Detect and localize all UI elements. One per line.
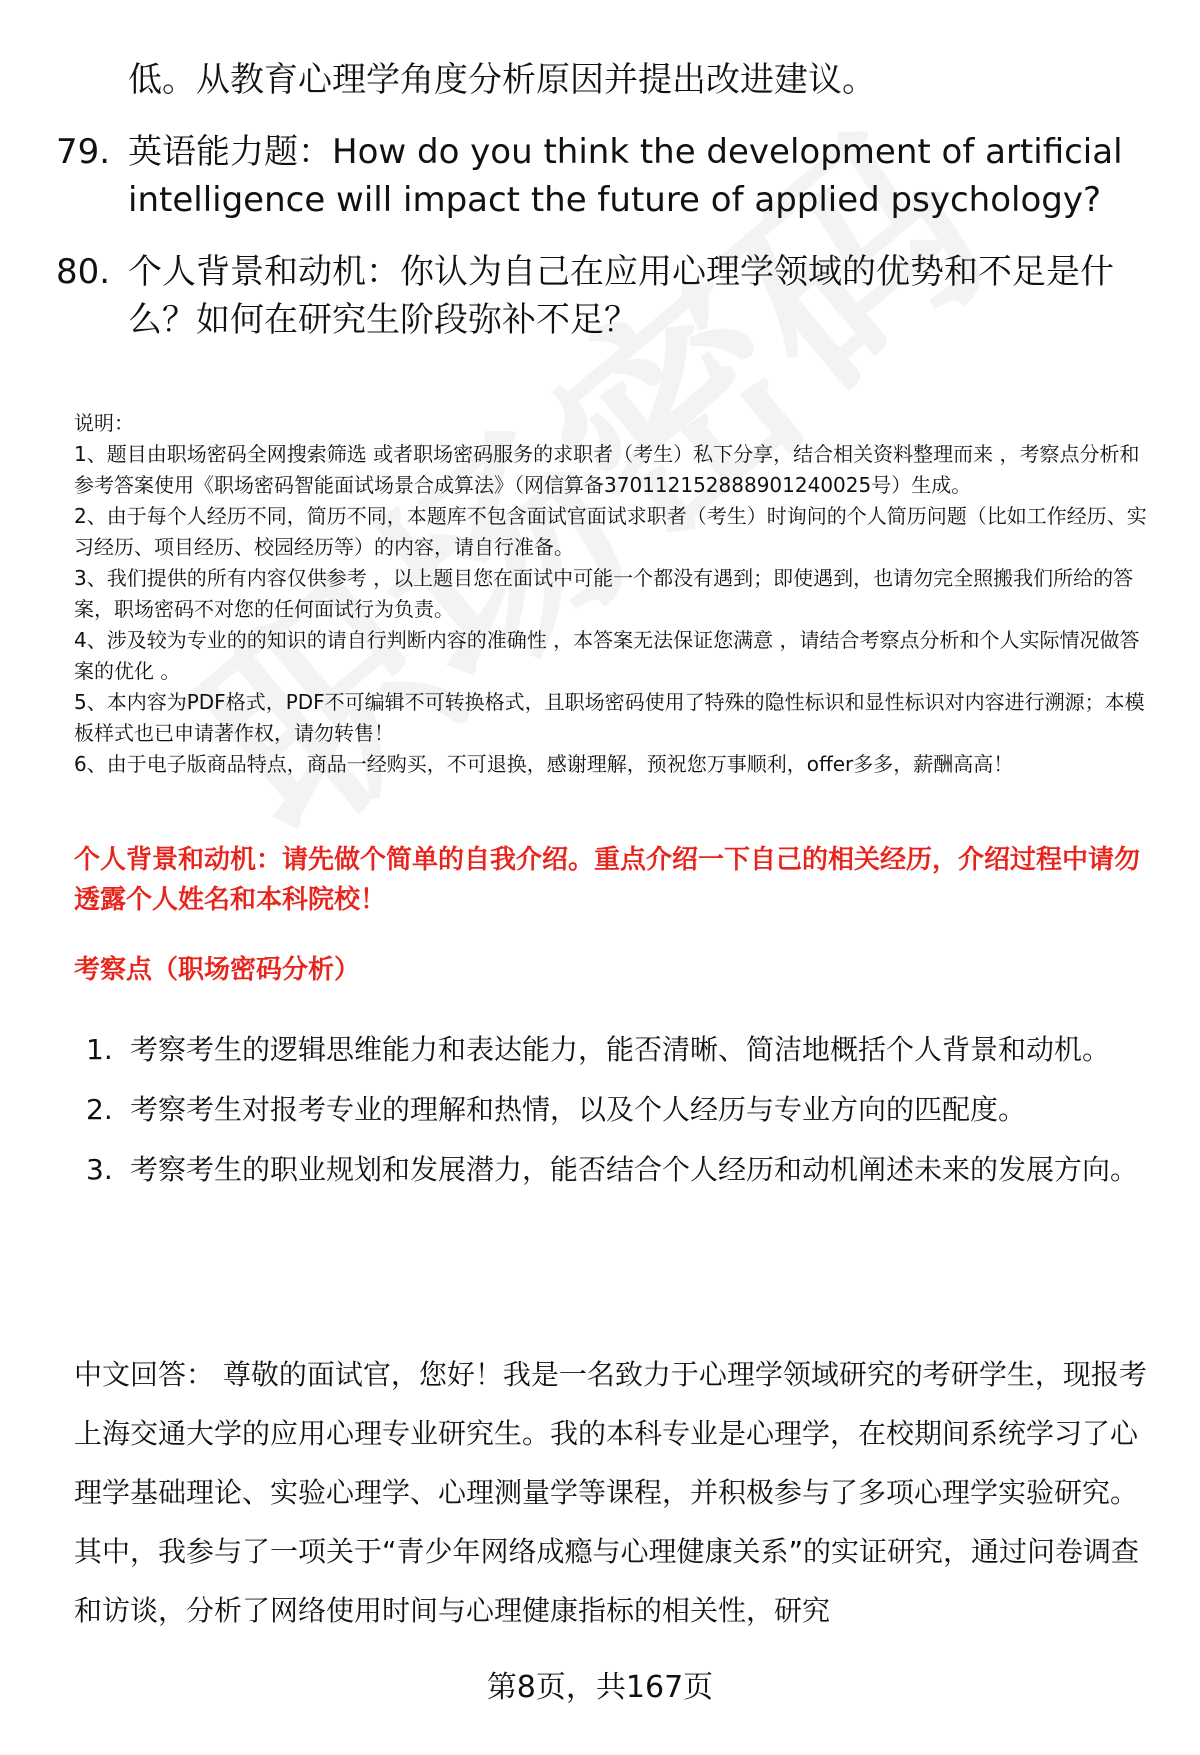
point-number: 2. [86,1093,113,1126]
notes-heading: 说明： [74,411,134,435]
point-number: 3. [86,1153,113,1186]
question-number: 79. [56,132,111,172]
note-item: 3、我们提供的所有内容仅供参考 ，以上题目您在面试中可能一个都没有遇到；即使遇到，也请勿完全照搬我们所给的答案，职场密码不对您的任何面试行为负责。 [74,566,1134,621]
note-item: 5、本内容为PDF格式，PDF不可编辑不可转换格式，且职场密码使用了特殊的隐性标识和显性标识对内容进行溯源；本模板样式也已申请著作权，请勿转售！ [74,690,1145,745]
note-item: 2、由于每个人经历不同，简历不同，本题库不包含面试官面试求职者（考生）时询问的个人简历问题（比如工作经历、实习经历、项目经历、校园经历等）的内容，请自行准备。 [74,504,1147,559]
analysis-point [86,1140,1156,1200]
notes-section [74,408,1154,780]
analysis-heading: 考察点（职场密码分析） [74,955,361,985]
analysis-point [86,1020,1156,1080]
question-text: 英语能力题：How do you think the development of artificial intelligence will impact the future of applied psychology? [128,132,1123,220]
answer-paragraph: 中文回答： 尊敬的面试官，您好！我是一名致力于心理学领域研究的考研学生，现报考上海交通大学的应用心理专业研究生。我的本科专业是心理学，在校期间系统学习了心理学基础理论、实验心理学、心理测量学等课程，并积极参与了多项心理学实验研究。其中，我参与了一项关于“青少年网络成瘾与心理健康关系”的实证研究，通过问卷调查和访谈，分析了网络使用时间与心理健康指标的相关性，研究 [74,1358,1147,1627]
interview-question-title: 个人背景和动机：请先做个简单的自我介绍。重点介绍一下自己的相关经历，介绍过程中请勿透露个人姓名和本科院校！ [74,845,1141,915]
point-text: 考察考生的逻辑思维能力和表达能力，能否清晰、简洁地概括个人背景和动机。 [130,1033,1111,1066]
analysis-points [86,1020,1156,1200]
note-item: 6、由于电子版商品特点，商品一经购买，不可退换，感谢理解，预祝您万事顺利，offer多多，薪酬高高！ [74,752,1014,776]
question-text: 个人背景和动机：你认为自己在应用心理学领域的优势和不足是什么？如何在研究生阶段弥补不足？ [128,252,1114,340]
note-item: 1、题目由职场密码全网搜索筛选 或者职场密码服务的求职者（考生）私下分享，结合相关资料整理而来 ，考察点分析和参考答案使用《职场密码智能面试场景合成算法》（网信算备370112152888901240025号）生成。 [74,442,1140,497]
point-text: 考察考生对报考专业的理解和热情，以及个人经历与专业方向的匹配度。 [130,1093,1027,1126]
note-item: 4、涉及较为专业的的知识的请自行判断内容的准确性 ，本答案无法保证您满意 ，请结合考察点分析和个人实际情况做答案的优化 。 [74,628,1140,683]
point-text: 考察考生的职业规划和发展潜力，能否结合个人经历和动机阐述未来的发展方向。 [130,1153,1139,1186]
analysis-point [86,1080,1156,1140]
page-footer: 第8页，共167页 [486,1670,714,1705]
question-number: 80. [56,252,111,292]
question-78-continuation: 低。从教育心理学角度分析原因并提出改进建议。 [128,60,876,100]
question-80 [56,248,1166,344]
point-number: 1. [86,1033,113,1066]
question-79 [56,128,1166,224]
